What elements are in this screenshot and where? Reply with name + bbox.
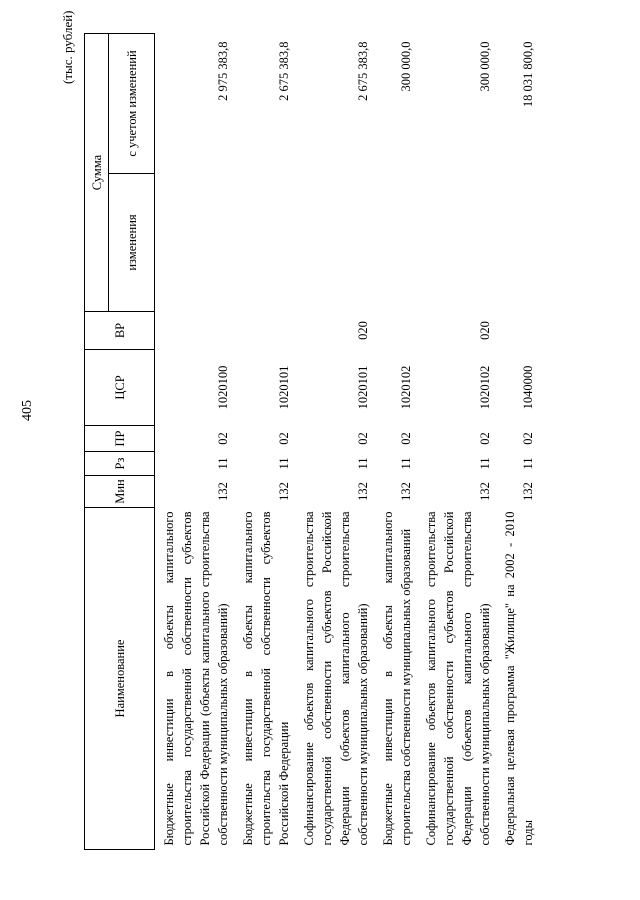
row-changes: [155, 174, 235, 312]
row-name: Софинансирование объектов капитального строительства государственной собственности субъектов Российской Федерации (объектов капитального строительства собственности муниципальных образований): [302, 511, 370, 846]
row-csr: 1040000: [521, 365, 535, 410]
row-changes: [234, 174, 295, 312]
row-name: Бюджетные инвестиции в объекты капитального строительства собственности муниципальных образований: [381, 511, 413, 846]
row-name: Федеральная целевая программа "Жилище" на 2002 - 2010 годы: [503, 511, 535, 846]
row-pr: 02: [521, 432, 535, 445]
row-rz: 11: [399, 457, 413, 470]
row-vr: 020: [356, 321, 370, 340]
budget-document: [84, 34, 562, 850]
row-rz: 11: [478, 457, 492, 470]
row-csr: 1020102: [478, 365, 492, 410]
row-csr: 1020101: [277, 365, 291, 410]
row-min: 132: [216, 482, 230, 501]
header-vr: ВР: [85, 312, 155, 350]
row-name: Бюджетные инвестиции в объекты капитального строительства государственной собственности субъектов Российской Федерации: [241, 511, 291, 846]
row-pr: 02: [478, 432, 492, 445]
row-name: Софинансирование объектов капитального строительства государственной собственности субъектов Российской Федерации (объектов капитального строительства собственности муниципальных образований): [424, 511, 492, 846]
row-with-changes: 2 975 383,8: [216, 41, 230, 101]
row-vr: [234, 312, 295, 350]
table-row: [417, 34, 496, 850]
header-rz: Рз: [85, 452, 155, 476]
table-row: [295, 34, 374, 850]
row-csr: 1020100: [216, 365, 230, 410]
row-rz: 11: [521, 457, 535, 470]
row-changes: [417, 174, 496, 312]
row-rz: 11: [277, 457, 291, 470]
page-number: 405: [20, 400, 35, 421]
header-with-changes: с учетом изменений: [109, 34, 155, 174]
row-rz: 11: [216, 457, 230, 470]
row-with-changes: 300 000,0: [478, 41, 492, 92]
row-with-changes: 2 675 383,8: [277, 41, 291, 101]
header-min: Мин: [85, 476, 155, 508]
row-vr: [155, 312, 235, 350]
header-sum: Сумма: [85, 34, 109, 312]
table-header: [85, 34, 155, 850]
row-vr: 020: [478, 321, 492, 340]
row-pr: 02: [356, 432, 370, 445]
row-vr: [374, 312, 417, 350]
row-changes: [374, 174, 417, 312]
table-row: [496, 34, 539, 850]
header-pr: ПР: [85, 426, 155, 452]
row-pr: 02: [399, 432, 413, 445]
row-pr: 02: [216, 432, 230, 445]
row-min: 132: [399, 482, 413, 501]
row-rz: 11: [356, 457, 370, 470]
row-changes: [295, 174, 374, 312]
row-name: Бюджетные инвестиции в объекты капитального строительства государственной собственности субъектов Российской Федерации (объекты капитального строительства собственности муниципальных образований): [162, 511, 230, 846]
header-name: Наименование: [85, 508, 155, 850]
header-csr: ЦСР: [85, 350, 155, 426]
row-with-changes: 18 031 800,0: [521, 41, 535, 108]
row-pr: 02: [277, 432, 291, 445]
table-row: [155, 34, 235, 850]
row-with-changes: 300 000,0: [399, 41, 413, 92]
table-row: [374, 34, 417, 850]
units-note: (тыс. рублей): [60, 10, 75, 84]
row-changes: [496, 174, 539, 312]
header-changes: изменения: [109, 174, 155, 312]
row-min: 132: [356, 482, 370, 501]
table-body: [155, 34, 540, 850]
budget-table: [84, 33, 539, 850]
table-row: [234, 34, 295, 850]
row-min: 132: [521, 482, 535, 501]
row-with-changes: 2 675 383,8: [356, 41, 370, 101]
row-min: 132: [478, 482, 492, 501]
row-csr: 1020102: [399, 365, 413, 410]
row-csr: 1020101: [356, 365, 370, 410]
row-min: 132: [277, 482, 291, 501]
row-vr: [496, 312, 539, 350]
